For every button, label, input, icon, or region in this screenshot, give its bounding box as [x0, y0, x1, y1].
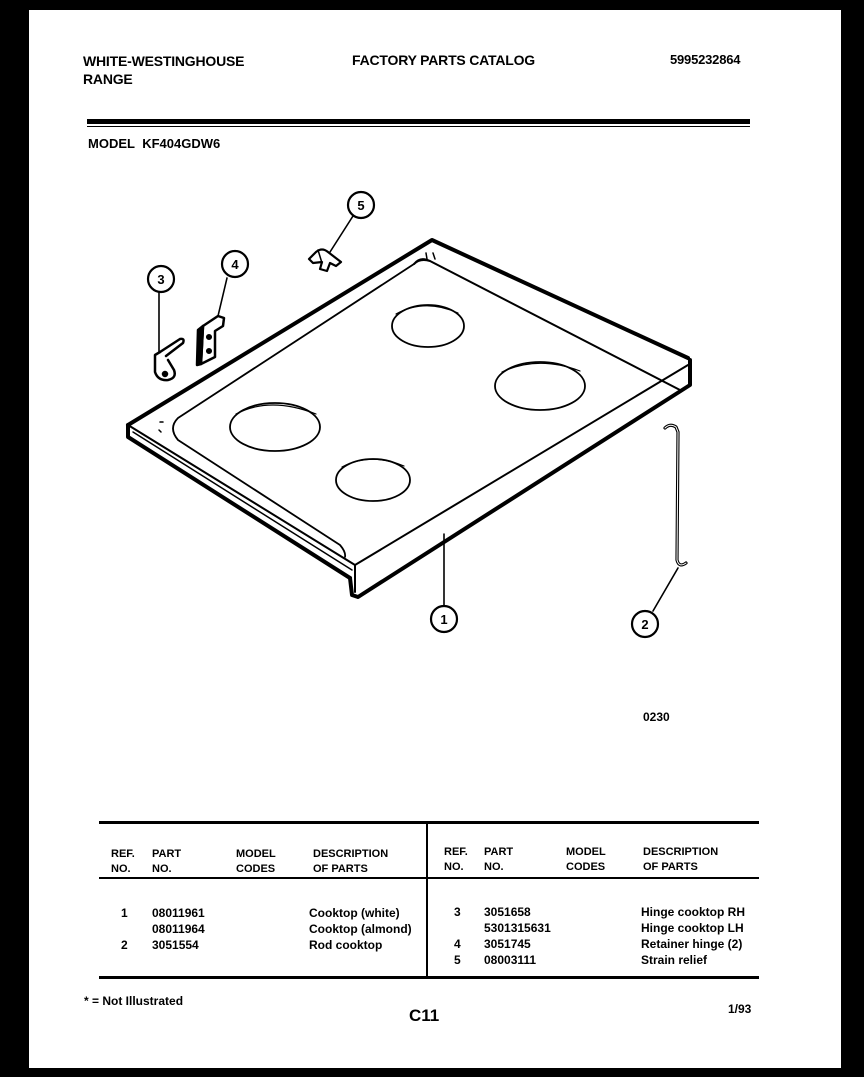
table-column-divider — [426, 821, 428, 979]
svg-text:5: 5 — [357, 198, 365, 213]
header-description: DESCRIPTION OF PARTS — [313, 848, 389, 875]
product-type: RANGE — [83, 71, 133, 87]
header-model-codes-right: MODEL CODES — [566, 846, 606, 873]
parts-table — [99, 821, 759, 979]
figure-number: 0230 — [643, 710, 670, 724]
header-ref-no-right: REF. NO. — [444, 846, 468, 873]
ref-no: 1 — [121, 906, 128, 920]
part-description: Rod cooktop — [309, 938, 383, 952]
header-part-no-right: PART NO. — [484, 846, 514, 873]
catalog-page — [29, 10, 841, 1068]
part-description: Cooktop (white) — [309, 906, 400, 920]
part-no: 3051658 — [484, 905, 531, 919]
part-description: Hinge cooktop RH — [641, 905, 745, 919]
callout-5 — [348, 192, 374, 218]
cooktop-drawing — [128, 240, 690, 597]
model-label: MODEL — [88, 136, 135, 151]
retainer-hinge-drawing — [197, 316, 224, 365]
header-ref-no: REF. NO. — [111, 848, 135, 875]
callout-4 — [222, 251, 248, 277]
callout-1 — [431, 606, 457, 632]
catalog-number: 5995232864 — [670, 52, 741, 67]
rod-cooktop-drawing — [665, 425, 686, 565]
svg-text:1: 1 — [440, 612, 448, 627]
part-no: 08011961 — [152, 906, 205, 920]
part-no: 08011964 — [152, 922, 205, 936]
footnote-not-illustrated: * = Not Illustrated — [84, 994, 184, 1008]
part-description: Strain relief — [641, 953, 708, 967]
page-code: C11 — [409, 1006, 440, 1025]
part-no: 08003111 — [484, 953, 537, 967]
svg-text:3: 3 — [157, 272, 165, 287]
callout-2 — [632, 611, 658, 637]
header-description-right: DESCRIPTION OF PARTS — [643, 846, 719, 873]
table-top-rule — [99, 821, 759, 824]
ref-no: 2 — [121, 938, 128, 952]
part-no: 5301315631 — [484, 921, 551, 935]
table-bottom-rule — [99, 976, 759, 979]
ref-no: 3 — [454, 905, 461, 919]
model-number: KF404GDW6 — [142, 136, 221, 151]
brand-name: WHITE-WESTINGHOUSE — [83, 53, 245, 69]
strain-relief-drawing — [309, 250, 341, 272]
callout-3 — [148, 266, 174, 292]
catalog-title: FACTORY PARTS CATALOG — [352, 52, 535, 68]
svg-text:2: 2 — [641, 617, 649, 632]
revision-date: 1/93 — [728, 1002, 752, 1016]
header-model-codes: MODEL CODES — [236, 848, 276, 875]
part-description: Retainer hinge (2) — [641, 937, 743, 951]
ref-no: 5 — [454, 953, 461, 967]
part-description: Cooktop (almond) — [309, 922, 412, 936]
header-part-no: PART NO. — [152, 848, 182, 875]
part-no: 3051745 — [484, 937, 531, 951]
table-header-rule — [99, 877, 759, 879]
ref-no: 4 — [454, 937, 461, 951]
part-description: Hinge cooktop LH — [641, 921, 744, 935]
part-no: 3051554 — [152, 938, 199, 952]
svg-text:4: 4 — [231, 257, 239, 272]
